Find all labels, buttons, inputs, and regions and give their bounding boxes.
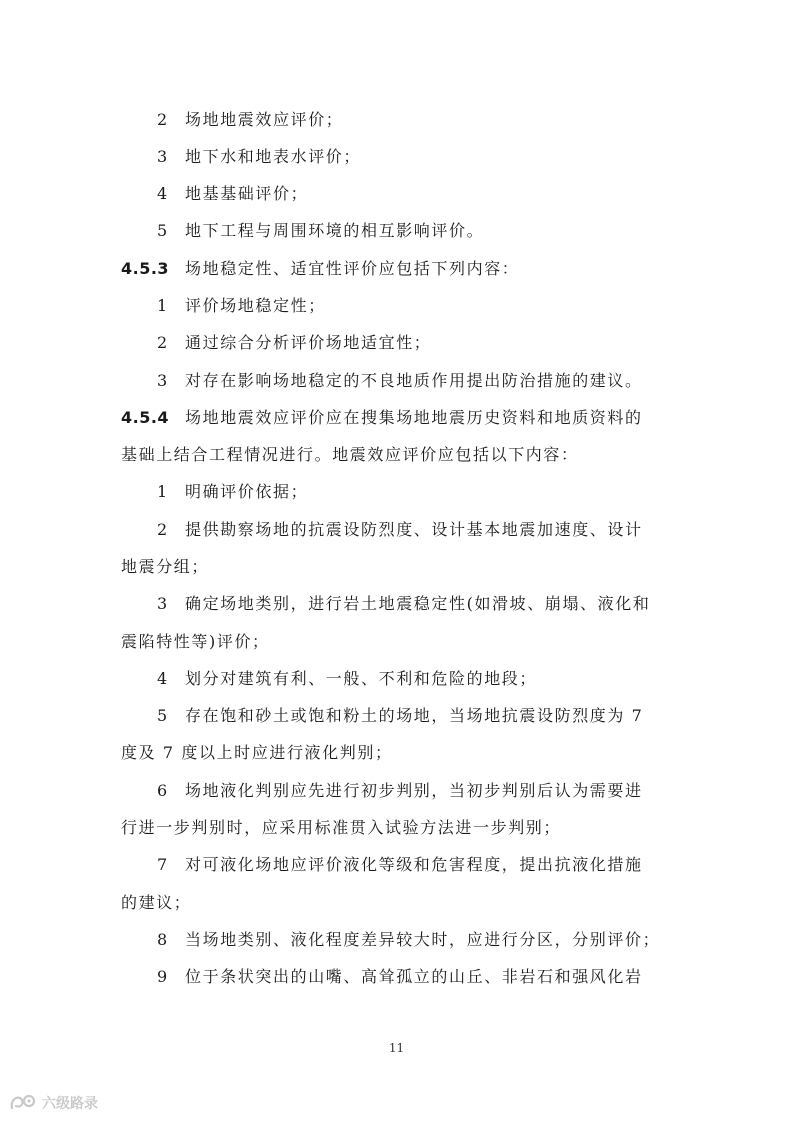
paragraph-text: 的建议； bbox=[121, 893, 192, 912]
paragraph-text: 基础上结合工程情况进行。地震效应评价应包括以下内容： bbox=[121, 445, 579, 464]
item-number: 2 bbox=[157, 520, 169, 539]
paragraph-line bbox=[121, 445, 579, 465]
item-text: 提供勘察场地的抗震设防烈度、设计基本地震加速度、设计 bbox=[185, 520, 643, 539]
item-text: 对存在影响场地稳定的不良地质作用提出防治措施的建议。 bbox=[185, 371, 643, 390]
clause-heading bbox=[121, 408, 643, 428]
item-text: 当场地类别、液化程度差异较大时，应进行分区，分别评价； bbox=[185, 930, 661, 949]
item-text: 位于条状突出的山嘴、高耸孤立的山丘、非岩石和强风化岩 bbox=[185, 967, 643, 986]
list-item bbox=[157, 930, 660, 950]
list-item bbox=[157, 706, 643, 726]
list-item bbox=[157, 147, 361, 167]
item-number: 6 bbox=[157, 781, 169, 800]
item-number: 8 bbox=[157, 930, 169, 949]
item-text: 存在饱和砂土或饱和粉土的场地，当场地抗震设防烈度为 7 bbox=[185, 706, 644, 725]
item-text: 对可液化场地应评价液化等级和危害程度，提出抗液化措施 bbox=[185, 855, 643, 874]
item-text: 通过综合分析评价场地适宜性； bbox=[185, 333, 432, 352]
item-text: 明确评价依据； bbox=[185, 482, 309, 501]
item-text: 场地液化判别应先进行初步判别，当初步判别后认为需要进 bbox=[185, 781, 643, 800]
list-item bbox=[157, 333, 431, 353]
paragraph-line bbox=[121, 743, 393, 763]
paragraph-line bbox=[121, 557, 209, 577]
item-number: 5 bbox=[157, 706, 169, 725]
page-number: 11 bbox=[388, 1041, 405, 1055]
watermark-text: 六级路录 bbox=[42, 1096, 98, 1112]
list-item bbox=[157, 520, 643, 540]
paragraph-text: 地震分组； bbox=[121, 557, 210, 576]
list-item bbox=[157, 296, 326, 316]
list-item bbox=[157, 967, 643, 987]
item-text: 地基基础评价； bbox=[185, 184, 309, 203]
item-number: 7 bbox=[157, 855, 169, 874]
item-text: 确定场地类别，进行岩土地震稳定性(如滑坡、崩塌、液化和 bbox=[185, 594, 651, 613]
item-number: 4 bbox=[157, 669, 169, 688]
item-text: 评价场地稳定性； bbox=[185, 296, 326, 315]
watermark bbox=[8, 1092, 98, 1114]
item-text: 划分对建筑有利、一般、不利和危险的地段； bbox=[185, 669, 538, 688]
paragraph-line bbox=[121, 632, 270, 652]
paragraph-line bbox=[121, 818, 561, 838]
paragraph-line bbox=[121, 893, 191, 913]
item-text: 地下水和地表水评价； bbox=[185, 147, 362, 166]
item-number: 9 bbox=[157, 967, 169, 986]
list-item bbox=[157, 669, 537, 689]
list-item bbox=[157, 855, 643, 875]
item-text: 地下工程与周围环境的相互影响评价。 bbox=[185, 221, 485, 240]
clause-text: 场地稳定性、适宜性评价应包括下列内容： bbox=[185, 259, 520, 278]
item-number: 3 bbox=[157, 147, 169, 166]
clause-text: 场地地震效应评价应在搜集场地地震历史资料和地质资料的 bbox=[185, 408, 643, 427]
item-number: 3 bbox=[157, 371, 169, 390]
item-number: 2 bbox=[157, 333, 169, 352]
paragraph-text: 震陷特性等)评价； bbox=[121, 632, 270, 651]
watermark-logo-icon bbox=[8, 1092, 38, 1114]
clause-number: 4.5.4 bbox=[121, 408, 170, 427]
list-item bbox=[157, 594, 650, 614]
list-item bbox=[157, 482, 308, 502]
list-item bbox=[157, 781, 643, 801]
item-number: 5 bbox=[157, 221, 169, 240]
item-number: 4 bbox=[157, 184, 169, 203]
paragraph-text: 度及 7 度以上时应进行液化判别； bbox=[121, 743, 393, 762]
list-item bbox=[157, 221, 484, 241]
list-item bbox=[157, 371, 643, 391]
clause-heading bbox=[121, 259, 519, 279]
item-number: 3 bbox=[157, 594, 169, 613]
item-number: 1 bbox=[157, 482, 169, 501]
clause-number: 4.5.3 bbox=[121, 259, 170, 278]
list-item bbox=[157, 184, 308, 204]
item-text: 场地地震效应评价； bbox=[185, 110, 344, 129]
paragraph-text: 行进一步判别时，应采用标准贯入试验方法进一步判别； bbox=[121, 818, 562, 837]
item-number: 1 bbox=[157, 296, 169, 315]
item-number: 2 bbox=[157, 110, 169, 129]
list-item bbox=[157, 110, 343, 130]
